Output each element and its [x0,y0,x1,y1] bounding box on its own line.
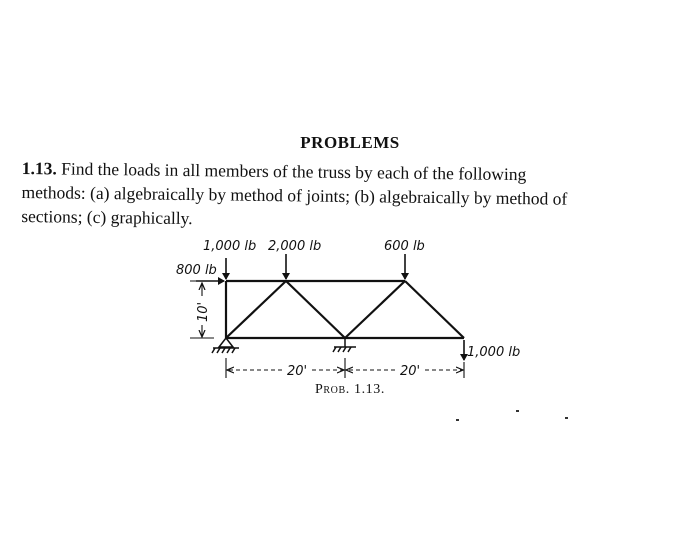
problem-text-line-1: Find the loads in all members of the truss by each of the following [61,158,527,185]
scan-speck-3 [565,417,568,419]
label-800lb: 800 lb [176,263,217,278]
problem-number: 1.13. [21,157,57,179]
load-arrows [196,254,464,360]
label-height: 10' [196,301,211,322]
label-600lb: 600 lb [384,239,425,254]
caption-number: 1.13. [353,382,385,397]
diagonal-3 [345,281,405,338]
problem-text-line-2: methods: (a) algebraically by method of joints; (b) algebraically by method of [21,181,568,209]
truss-members [226,281,464,338]
scan-speck-2 [516,410,519,412]
pin-support-left [212,338,239,353]
diagonal-4 [405,281,464,338]
diagonal-2 [286,281,345,338]
section-heading: PROBLEMS [300,133,400,152]
caption-prefix: Prob. [315,382,350,397]
roller-support-middle [333,338,356,352]
label-2000lb: 2,000 lb [268,239,322,254]
span-dimension [226,358,464,378]
diagonal-1 [226,281,286,338]
figure-caption [0,382,700,398]
problem-text-line-3: sections; (c) graphically. [21,205,193,229]
scan-speck-1 [456,419,459,421]
label-span-right: 20' [400,364,421,379]
label-1000lb-top: 1,000 lb [203,239,257,254]
label-1000lb-right: 1,000 lb [467,345,521,360]
label-span-left: 20' [287,364,308,379]
